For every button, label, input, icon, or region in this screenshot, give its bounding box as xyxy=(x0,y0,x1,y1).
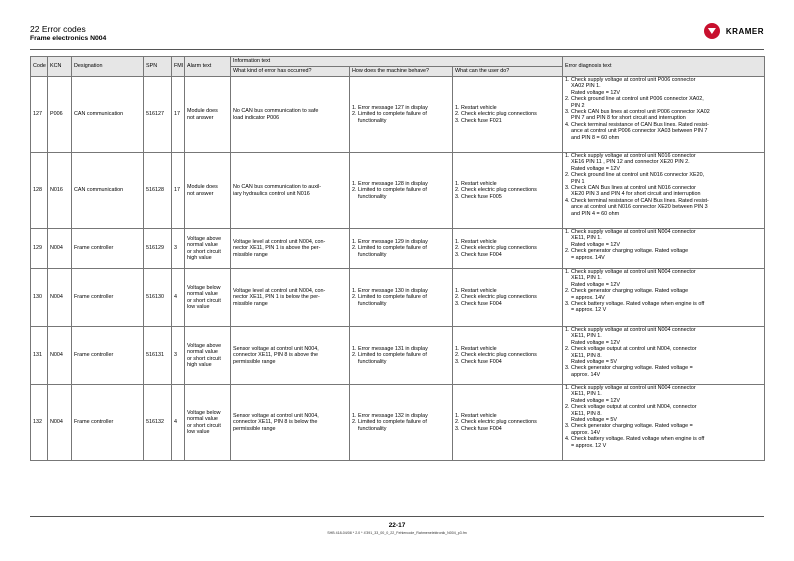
cell-line: Sensor voltage at control unit N004, xyxy=(233,345,319,352)
cell-line: approx. 14V xyxy=(571,371,601,378)
cell-line: 1. Error message 132 in display xyxy=(352,412,428,419)
cell-line: ance at control unit P006 connector XA03 between PIN 7 xyxy=(571,128,708,135)
cell-diag xyxy=(563,385,765,461)
section-subtitle: Frame electronics N004 xyxy=(30,35,107,42)
cell-line: functionality xyxy=(358,425,387,432)
cell-fmi: 3 xyxy=(172,327,185,385)
cell-user xyxy=(453,153,563,229)
cell-code: 131 xyxy=(31,327,48,385)
cell-spn: 516130 xyxy=(144,269,172,327)
cell-line: high value xyxy=(187,254,212,261)
cell-what xyxy=(231,77,350,153)
cell-how xyxy=(350,269,453,327)
cell-diag xyxy=(563,229,765,269)
cell-line: load indicator P006 xyxy=(233,114,280,121)
cell-kcn: N016 xyxy=(48,153,72,229)
cell-line: missible range xyxy=(233,300,268,307)
col-fmi: FMI xyxy=(172,57,185,77)
col-user: What can the user do? xyxy=(453,67,563,77)
cell-line: Rated voltage = 5V xyxy=(571,417,618,424)
cell-line: 2. Check electric plug connections xyxy=(455,294,537,301)
cell-line: Sensor voltage at control unit N004, xyxy=(233,412,319,419)
cell-line: No CAN bus communication to safe xyxy=(233,108,319,115)
cell-line: 1. Error message 129 in display xyxy=(352,238,428,245)
page-header xyxy=(30,24,764,48)
cell-line: 1. Check supply voltage at control unit N004 connector xyxy=(565,385,696,391)
cell-line: 2. Limited to complete failure of xyxy=(352,111,427,118)
cell-line: functionality xyxy=(358,193,387,200)
cell-alarm xyxy=(185,77,231,153)
cell-diag xyxy=(563,77,765,153)
cell-line: No CAN bus communication to auxil- xyxy=(233,184,322,191)
cell-fmi: 4 xyxy=(172,385,185,461)
cell-line: 2. Check ground line at control unit N016 connector XE20, xyxy=(565,172,705,179)
cell-line: = approx. 14V xyxy=(571,254,605,261)
cell-designation: Frame controller xyxy=(72,327,144,385)
cell-line: normal value xyxy=(187,291,218,298)
cell-line: 1. Restart vehicle xyxy=(455,412,497,419)
cell-line: Module does xyxy=(187,108,218,115)
cell-line: normal value xyxy=(187,349,218,356)
brand-logo xyxy=(704,22,764,40)
cell-line: 2. Check electric plug connections xyxy=(455,419,537,426)
cell-line: 2. Check electric plug connections xyxy=(455,352,537,359)
cell-what xyxy=(231,153,350,229)
cell-spn: 516131 xyxy=(144,327,172,385)
cell-spn: 516127 xyxy=(144,77,172,153)
section-title: 22 Error codes xyxy=(30,24,86,34)
cell-kcn: N004 xyxy=(48,229,72,269)
cell-line: = approx. 12 V xyxy=(571,307,607,314)
cell-how xyxy=(350,153,453,229)
cell-line: 2. Check generator charging voltage. Rated voltage xyxy=(565,248,689,255)
cell-line: 1. Restart vehicle xyxy=(455,180,497,187)
table-row xyxy=(31,269,765,327)
cell-designation: Frame controller xyxy=(72,385,144,461)
cell-line: 3. Check fuse F021 xyxy=(455,117,502,124)
table-row xyxy=(31,327,765,385)
cell-line: XE16 PIN 11 , PIN 12 and connector XE20 PIN 2. xyxy=(571,159,690,166)
cell-line: Rated voltage = 12V xyxy=(571,89,621,96)
cell-line: 1. Restart vehicle xyxy=(455,104,497,111)
cell-line: = approx. 12 V xyxy=(571,442,607,449)
cell-line: 1. Restart vehicle xyxy=(455,287,497,294)
cell-line: XE11, PIN 1. xyxy=(571,391,602,398)
cell-line: XE11, PIN 1. xyxy=(571,333,602,340)
cell-line: 1. Restart vehicle xyxy=(455,238,497,245)
cell-line: connector XE11, PIN 8 is below the xyxy=(233,419,318,426)
cell-line: PIN 7 and PIN 8 for short circuit and interruption xyxy=(571,115,686,122)
cell-line: Rated voltage = 12V xyxy=(571,165,621,172)
cell-how xyxy=(350,77,453,153)
cell-line: 4. Check terminal resistance of CAN Bus lines. Rated resist- xyxy=(565,197,709,204)
cell-alarm xyxy=(185,229,231,269)
cell-line: 1. Error message 131 in display xyxy=(352,345,428,352)
cell-line: 3. Check fuse F004 xyxy=(455,425,502,432)
cell-designation: Frame controller xyxy=(72,269,144,327)
cell-line: 3. Check fuse F004 xyxy=(455,358,502,365)
cell-diag xyxy=(563,153,765,229)
col-kcn: KCN xyxy=(48,57,72,77)
document-reference: SHB 418-04/08 * 2.0 * 4'391_33_00_0_22_Fehlercode_Rahmenelektronik_N004_p3.fm xyxy=(327,531,467,535)
cell-line: XE11, PIN 8. xyxy=(571,352,602,359)
cell-line: 2. Check voltage output at control unit N004, connector xyxy=(565,346,697,353)
cell-line: PIN 1 xyxy=(571,178,585,185)
cell-code: 128 xyxy=(31,153,48,229)
cell-line: 2. Check ground line at control unit P006 connector XA02, xyxy=(565,96,704,103)
cell-line: 1. Restart vehicle xyxy=(455,345,497,352)
cell-line: XE11, PIN 1. xyxy=(571,235,602,242)
cell-kcn: P006 xyxy=(48,77,72,153)
cell-designation: Frame controller xyxy=(72,229,144,269)
cell-line: Rated voltage = 12V xyxy=(571,397,621,404)
cell-kcn: N004 xyxy=(48,385,72,461)
cell-line: XE20 PIN 3 and PIN 4 for short circuit and interruption xyxy=(571,191,701,198)
cell-diag xyxy=(563,327,765,385)
cell-spn: 516132 xyxy=(144,385,172,461)
cell-line: permissible range xyxy=(233,358,276,365)
col-code: Code xyxy=(31,57,48,77)
cell-line: 3. Check fuse F004 xyxy=(455,300,502,307)
cell-line: XE11, PIN 8. xyxy=(571,410,602,417)
cell-kcn: N004 xyxy=(48,269,72,327)
cell-fmi: 17 xyxy=(172,153,185,229)
cell-line: 2. Limited to complete failure of xyxy=(352,352,427,359)
cell-line: 2. Limited to complete failure of xyxy=(352,245,427,252)
page-footer xyxy=(0,522,794,535)
cell-line: or short circuit xyxy=(187,422,221,429)
cell-line: functionality xyxy=(358,251,387,258)
cell-alarm xyxy=(185,269,231,327)
col-diag: Error diagnosis text xyxy=(563,57,765,77)
page-number: 22-17 xyxy=(388,522,406,529)
cell-line: 1. Check supply voltage at control unit P006 connector xyxy=(565,77,696,83)
cell-line: 2. Limited to complete failure of xyxy=(352,294,427,301)
cell-line: not answer xyxy=(187,190,214,197)
cell-user xyxy=(453,77,563,153)
cell-fmi: 17 xyxy=(172,77,185,153)
table-row xyxy=(31,229,765,269)
header-rule xyxy=(30,49,764,50)
cell-line: 1. Check supply voltage at control unit N004 connector xyxy=(565,229,696,235)
cell-line: 2. Check generator charging voltage. Rated voltage xyxy=(565,288,689,295)
cell-line: 2. Check voltage output at control unit N004, connector xyxy=(565,404,697,411)
cell-how xyxy=(350,229,453,269)
cell-line: connector XE11, PIN 8 is above the xyxy=(233,352,319,359)
cell-code: 132 xyxy=(31,385,48,461)
cell-line: 1. Error message 130 in display xyxy=(352,287,428,294)
cell-line: 1. Check supply voltage at control unit N004 connector xyxy=(565,327,696,333)
col-info-group: Information text xyxy=(231,57,563,67)
cell-line: 2. Limited to complete failure of xyxy=(352,419,427,426)
cell-line: 1. Error message 127 in display xyxy=(352,104,428,111)
cell-line: Voltage above xyxy=(187,235,222,242)
cell-line: normal value xyxy=(187,242,218,249)
cell-line: 2. Check electric plug connections xyxy=(455,187,537,194)
cell-line: ance at control unit N016 connector XE20 between PIN 3 xyxy=(571,204,708,211)
cell-user xyxy=(453,327,563,385)
cell-line: or short circuit xyxy=(187,248,221,255)
cell-alarm xyxy=(185,385,231,461)
cell-what xyxy=(231,327,350,385)
cell-line: 2. Check electric plug connections xyxy=(455,111,537,118)
cell-line: approx. 14V xyxy=(571,429,601,436)
cell-line: Voltage below xyxy=(187,409,221,416)
cell-how xyxy=(350,327,453,385)
table-row xyxy=(31,385,765,461)
cell-line: 3. Check CAN bus lines at control unit P006 connector XA02 xyxy=(565,109,710,116)
col-how: How does the machine behave? xyxy=(350,67,453,77)
kramer-logo-icon xyxy=(704,23,720,39)
col-spn: SPN xyxy=(144,57,172,77)
cell-line: low value xyxy=(187,303,210,310)
cell-line: 4. Check battery voltage. Rated voltage when engine is off xyxy=(565,436,705,443)
cell-line: Voltage below xyxy=(187,284,221,291)
cell-user xyxy=(453,229,563,269)
cell-line: nector XE11, PIN 1 is above the per- xyxy=(233,245,321,252)
cell-line: functionality xyxy=(358,358,387,365)
table-row xyxy=(31,153,765,229)
cell-line: 3. Check generator charging voltage. Rated voltage = xyxy=(565,423,693,430)
cell-user xyxy=(453,385,563,461)
cell-line: functionality xyxy=(358,300,387,307)
cell-line: Voltage level at control unit N004, con- xyxy=(233,238,326,245)
cell-spn: 516129 xyxy=(144,229,172,269)
cell-designation: CAN communication xyxy=(72,77,144,153)
cell-alarm xyxy=(185,327,231,385)
cell-line: Voltage level at control unit N004, con- xyxy=(233,287,326,294)
cell-spn: 516128 xyxy=(144,153,172,229)
footer-rule xyxy=(30,516,764,517)
cell-line: iary hydraulics control unit N016 xyxy=(233,190,310,197)
cell-line: and PIN 8 = 60 ohm xyxy=(571,134,620,141)
cell-line: PIN 2 xyxy=(571,102,585,109)
cell-line: 3. Check fuse F004 xyxy=(455,251,502,258)
cell-code: 127 xyxy=(31,77,48,153)
cell-line: and PIN 4 = 60 ohm xyxy=(571,210,620,217)
cell-line: or short circuit xyxy=(187,297,221,304)
cell-line: Rated voltage = 5V xyxy=(571,359,618,366)
cell-code: 129 xyxy=(31,229,48,269)
cell-line: or short circuit xyxy=(187,355,221,362)
cell-line: 3. Check battery voltage. Rated voltage when engine is off xyxy=(565,301,705,308)
col-designation: Designation xyxy=(72,57,144,77)
cell-alarm xyxy=(185,153,231,229)
cell-line: Rated voltage = 12V xyxy=(571,339,621,346)
cell-fmi: 3 xyxy=(172,229,185,269)
cell-line: 2. Check electric plug connections xyxy=(455,245,537,252)
cell-line: permissible range xyxy=(233,425,276,432)
cell-line: Rated voltage = 12V xyxy=(571,281,621,288)
table-row xyxy=(31,77,765,153)
cell-line: 1. Check supply voltage at control unit N016 connector xyxy=(565,153,696,159)
cell-line: not answer xyxy=(187,114,214,121)
cell-line: missible range xyxy=(233,251,268,258)
cell-line: 3. Check CAN Bus lines at control unit N016 connector xyxy=(565,185,696,192)
cell-line: 1. Error message 128 in display xyxy=(352,180,428,187)
cell-what xyxy=(231,385,350,461)
cell-line: XA02 PIN 1. xyxy=(571,83,601,90)
cell-code: 130 xyxy=(31,269,48,327)
cell-line: 3. Check generator charging voltage. Rated voltage = xyxy=(565,365,693,372)
cell-diag xyxy=(563,269,765,327)
col-what: What kind of error has occurred? xyxy=(231,67,350,77)
cell-line: low value xyxy=(187,428,210,435)
cell-how xyxy=(350,385,453,461)
cell-what xyxy=(231,269,350,327)
cell-line: 3. Check fuse F005 xyxy=(455,193,502,200)
cell-line: = approx. 14V xyxy=(571,294,605,301)
cell-line: Voltage above xyxy=(187,342,222,349)
col-alarm: Alarm text xyxy=(185,57,231,77)
table-header-row xyxy=(31,57,765,67)
cell-kcn: N004 xyxy=(48,327,72,385)
cell-designation: CAN communication xyxy=(72,153,144,229)
cell-line: Rated voltage = 12V xyxy=(571,241,621,248)
cell-line: 4. Check terminal resistance of CAN Bus lines. Rated resist- xyxy=(565,121,709,128)
cell-line: normal value xyxy=(187,416,218,423)
cell-line: Module does xyxy=(187,184,218,191)
cell-line: high value xyxy=(187,361,212,368)
brand-name: KRAMER xyxy=(725,26,764,36)
error-code-table xyxy=(30,56,765,461)
cell-user xyxy=(453,269,563,327)
cell-line: 1. Check supply voltage at control unit N004 connector xyxy=(565,269,696,275)
cell-what xyxy=(231,229,350,269)
cell-line: 2. Limited to complete failure of xyxy=(352,187,427,194)
cell-line: functionality xyxy=(358,117,387,124)
cell-line: XE11, PIN 1. xyxy=(571,275,602,282)
cell-line: nector XE11, PIN 1 is below the per- xyxy=(233,294,320,301)
cell-fmi: 4 xyxy=(172,269,185,327)
